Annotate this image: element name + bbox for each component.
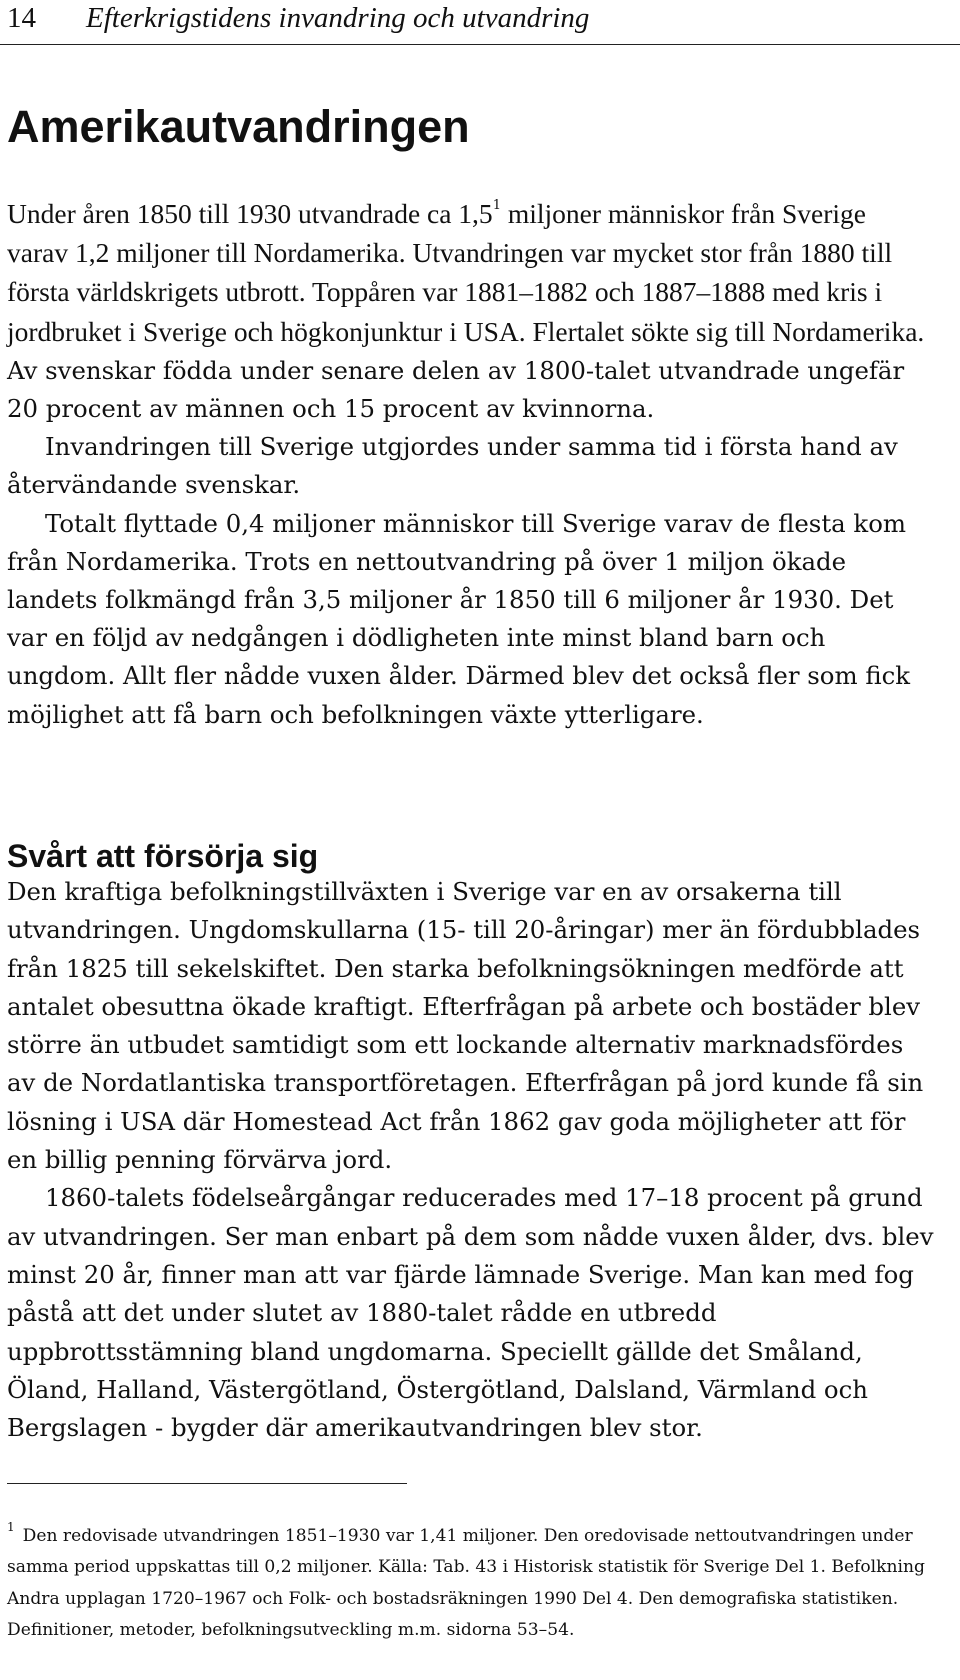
section-body-amerikautvandringen [7,195,933,734]
paragraph-1-text-a: Under åren 1850 till 1930 utvandrade ca 1,5 [7,198,493,229]
page-number: 14 [7,2,36,34]
section-title-svart-att-forsorja-sig: Svårt att försörja sig [7,838,319,874]
footnote [7,1521,937,1646]
paragraph-2: Invandringen till Sverige utgjordes under samma tid i första hand av återvändande svenskar. [7,432,898,500]
paragraph-1-text-b: miljoner människor från Sverige varav 1,2 miljoner till Nordamerika. Utvandringen var mycket stor från 1880 till första världskrigets utbrott. Toppåren var 1881–1882 och 1887–1888 med kris i jordbruket i Sverige och högkonjunktur i USA. Flertalet sökte sig till Nordamerika. [7,198,925,347]
section-title-amerikautvandringen: Amerikautvandringen [7,101,470,152]
page-header [0,0,960,45]
footnote-reference[interactable]: 1 [492,198,501,213]
paragraph-5: 1860-talets födelseårgångar reducerades med 17–18 procent på grund av utvandringen. Ser man enbart på dem som nådde vuxen ålder, dvs. blev minst 20 år, finner man att var fjärde lämnade Sverige. Man kan med fog påstå att det under slutet av 1880-talet rådde en utbredd uppbrottsstämning bland ungdomarna. Speciellt gällde det Småland, Öland, Halland, Västergötland, Östergötland, Dalsland, Värmland och Bergslagen - bygder där amerikautvandringen blev stor. [7,1183,934,1443]
paragraph-3: Totalt flyttade 0,4 miljoner människor till Sverige varav de flesta kom från Nordamerika. Trots en nettoutvandring på över 1 miljon ökade landets folkmängd från 3,5 miljoner år 1850 till 6 miljoner år 1930. Det var en följd av nedgången i dödligheten inte minst bland barn och ungdom. Allt fler nådde vuxen ålder. Därmed blev det också fler som fick möjlighet att få barn och befolkningen växte ytterligare. [7,508,911,729]
paragraph-1-text-c: Av svenskar födda under senare delen av 1800-talet utvandrade ungefär 20 procent av männen och 15 procent av kvinnorna. [7,355,905,424]
section-body-svart-att-forsorja-sig [7,873,937,1447]
footnote-text: Den redovisade utvandringen 1851–1930 var 1,41 miljoner. Den oredovisade nettoutvandringen under samma period uppskattas till 0,2 miljoner. Källa: Tab. 43 i Historisk statistik för Sverige Del 1. Befolkning Andra upplagan 1720–1967 och Folk- och bostadsräkningen 1990 Del 4. Den demografiska statistiken. Definitioner, metoder, befolkningsutveckling m.m. sidorna 53–54. [7,1526,925,1640]
footnote-marker: 1 [7,1520,15,1534]
running-title: Efterkrigstidens invandring och utvandring [86,2,590,34]
paragraph-4: Den kraftiga befolkningstillväxten i Sverige var en av orsakerna till utvandringen. Ungdomskullarna (15- till 20-åringar) mer än fördubblades från 1825 till sekelskiftet. Den starka befolkningsökningen medförde att antalet obesuttna ökade kraftigt. Efterfrågan på arbete och bostäder blev större än utbudet samtidigt som ett lockande alternativ marknadsfördes av de Nordatlantiska transportföretagen. Efterfrågan på jord kunde få sin lösning i USA där Homestead Act från 1862 gav goda möjligheter att för en billig penning förvärva jord. [7,877,924,1175]
paragraph-1-lead [7,200,924,347]
footnote-divider [7,1483,407,1484]
paragraph-1 [7,195,933,428]
